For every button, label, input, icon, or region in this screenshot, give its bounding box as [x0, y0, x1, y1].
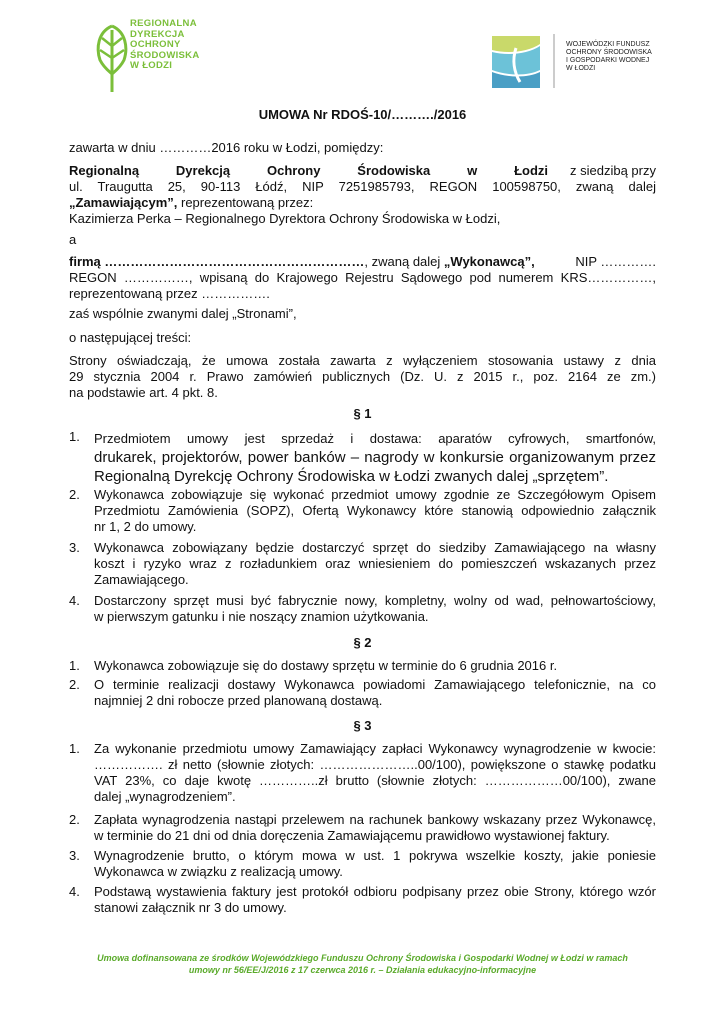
- funding-footer: Umowa dofinansowana ze środków Wojewódzkiego Funduszu Ochrony Środowiska i Gospodarki Wodnej w Łodzi w ramach umowy nr 56/EE/J/2016 z 17 czerwca 2016 r. – Działania edukacyjno-informacyjne: [97, 953, 628, 975]
- party2-representative: reprezentowaną przez …………….: [69, 286, 270, 301]
- content-intro: o następującej treści:: [69, 330, 192, 345]
- party2-firm: firmą ……………………………………………………: [69, 254, 365, 269]
- intro-text: zawarta w dniu …………2016 roku w Łodzi, pomiędzy:: [69, 140, 384, 155]
- s1-item-3: 3. Wykonawca zobowiązany będzie dostarczyć sprzęt do siedziby Zamawiającego na własny koszt i ryzyko wraz z rozładunkiem oraz wniesieniem do pomieszczeń wskazanych przez Zamawiającego.: [69, 540, 656, 587]
- party1-block: [69, 163, 656, 227]
- and-text: a: [69, 232, 77, 247]
- party1-seat: z siedzibą przy: [570, 163, 656, 178]
- s3-item-1: 1. Za wykonanie przedmiotu umowy Zamawiający zapłaci Wykonawcy wynagrodzenie w kwocie: ……………. zł netto (słownie złotych: …………………..00/100), powiększone o stawkę podatku VAT 23%, co daje kwotę …………..zł brutto (słownie złotych: ………………00/100), zwane dalej „wynagrodzeniem”.: [69, 741, 656, 804]
- leaf-logo-icon: [92, 16, 132, 94]
- contract-title: UMOWA Nr RDOŚ-10/………./2016: [258, 107, 467, 122]
- party1-alias: „Zamawiającym”,: [69, 195, 178, 210]
- party1-address: ul. Traugutta 25, 90-113 Łódź, NIP 7251985793, REGON 100598750, zwaną dalej: [69, 179, 656, 194]
- s2-item-2: 2. O terminie realizacji dostawy Wykonawca powiadomi Zamawiającego telefonicznie, na co najmniej 2 dni robocze przed planowaną dostawą.: [69, 677, 656, 708]
- s1-item-1: 1. Przedmiotem umowy jest sprzedaż i dostawa: aparatów cyfrowych, smartfonów, drukarek, projektorów, power banków – nagrody w konkursie organizowanym przez Regionalną Dyrekcję Ochrony Środowiska w Łodzi zwanych dalej „sprzętem”.: [69, 429, 656, 485]
- party2-alias: „Wykonawcą”,: [443, 254, 535, 269]
- party2-block: firmą ……………………………………………………, zwaną dalej „Wykonawcą”, NIP …………. REGON ……………, wpisaną do Krajowego Rejestru Sądowego pod numerem KRS……………, reprezentowaną przez …………….: [69, 254, 656, 301]
- s1-item-2: 2. Wykonawca zobowiązuje się wykonać przedmiot umowy zgodnie ze Szczegółowym Opisem Przedmiotu Zamówienia (SOPZ), Ofertą Wykonawcy które stanowią odpowiednio załącznik nr 1, 2 do umowy.: [69, 487, 656, 534]
- section-1-heading: § 1: [353, 406, 372, 421]
- parties-together: zaś wspólnie zwanymi dalej „Stronami”,: [69, 306, 297, 321]
- s1-item-4: 4. Dostarczony sprzęt musi być fabrycznie nowy, kompletny, wolny od wad, pełnowartościowy, w pierwszym gatunku i nie noszący znamion użytkowania.: [69, 593, 656, 624]
- party2-registry: REGON ……………, wpisaną do Krajowego Rejestru Sądowego pod numerem KRS……………,: [69, 270, 656, 285]
- rdos-logo-text: REGIONALNA DYREKCJA OCHRONY ŚRODOWISKA W ŁODZI: [130, 18, 200, 71]
- s3-item-3: 3. Wynagrodzenie brutto, o którym mowa w ust. 1 pokrywa wszelkie koszty, jakie poniesie Wykonawca w związku z realizacją umowy.: [69, 848, 656, 879]
- party1-alias-line: „Zamawiającym”, reprezentowaną przez:: [69, 195, 314, 210]
- party1-name: Regionalną Dyrekcją Ochrony Środowiska w Łodzi: [69, 163, 549, 178]
- party1-representative: Kazimierza Perka – Regionalnego Dyrektora Ochrony Środowiska w Łodzi,: [69, 211, 501, 226]
- party2-line1: firmą ……………………………………………………, zwaną dalej „Wykonawcą”,: [69, 254, 535, 269]
- s3-item-4: 4. Podstawą wystawienia faktury jest protokół odbioru podpisany przez obie Strony, którego wzór stanowi załącznik nr 3 do umowy.: [69, 884, 656, 915]
- s3-item-2: 2. Zapłata wynagrodzenia nastąpi przelewem na rachunek bankowy wskazany przez Wykonawcę, w terminie do 21 dni od dnia doręczenia Zamawiającemu prawidłowo wystawionej faktury.: [69, 812, 656, 843]
- wfos-logo-text: WOJEWÓDZKI FUNDUSZ OCHRONY ŚRODOWISKA I GOSPODARKI WODNEJ W ŁODZI: [566, 41, 652, 72]
- section-2-heading: § 2: [353, 635, 372, 650]
- section-3-heading: § 3: [353, 718, 372, 733]
- declaration: Strony oświadczają, że umowa została zawarta z wyłączeniem stosowania ustawy z dnia 29 stycznia 2004 r. Prawo zamówień publicznych (Dz. U. z 2015 r., poz. 2164 ze zm.) na podstawie art. 4 pkt. 8.: [69, 353, 656, 400]
- s2-item-1: 1. Wykonawca zobowiązuje się do dostawy sprzętu w terminie do 6 grudnia 2016 r.: [69, 658, 558, 673]
